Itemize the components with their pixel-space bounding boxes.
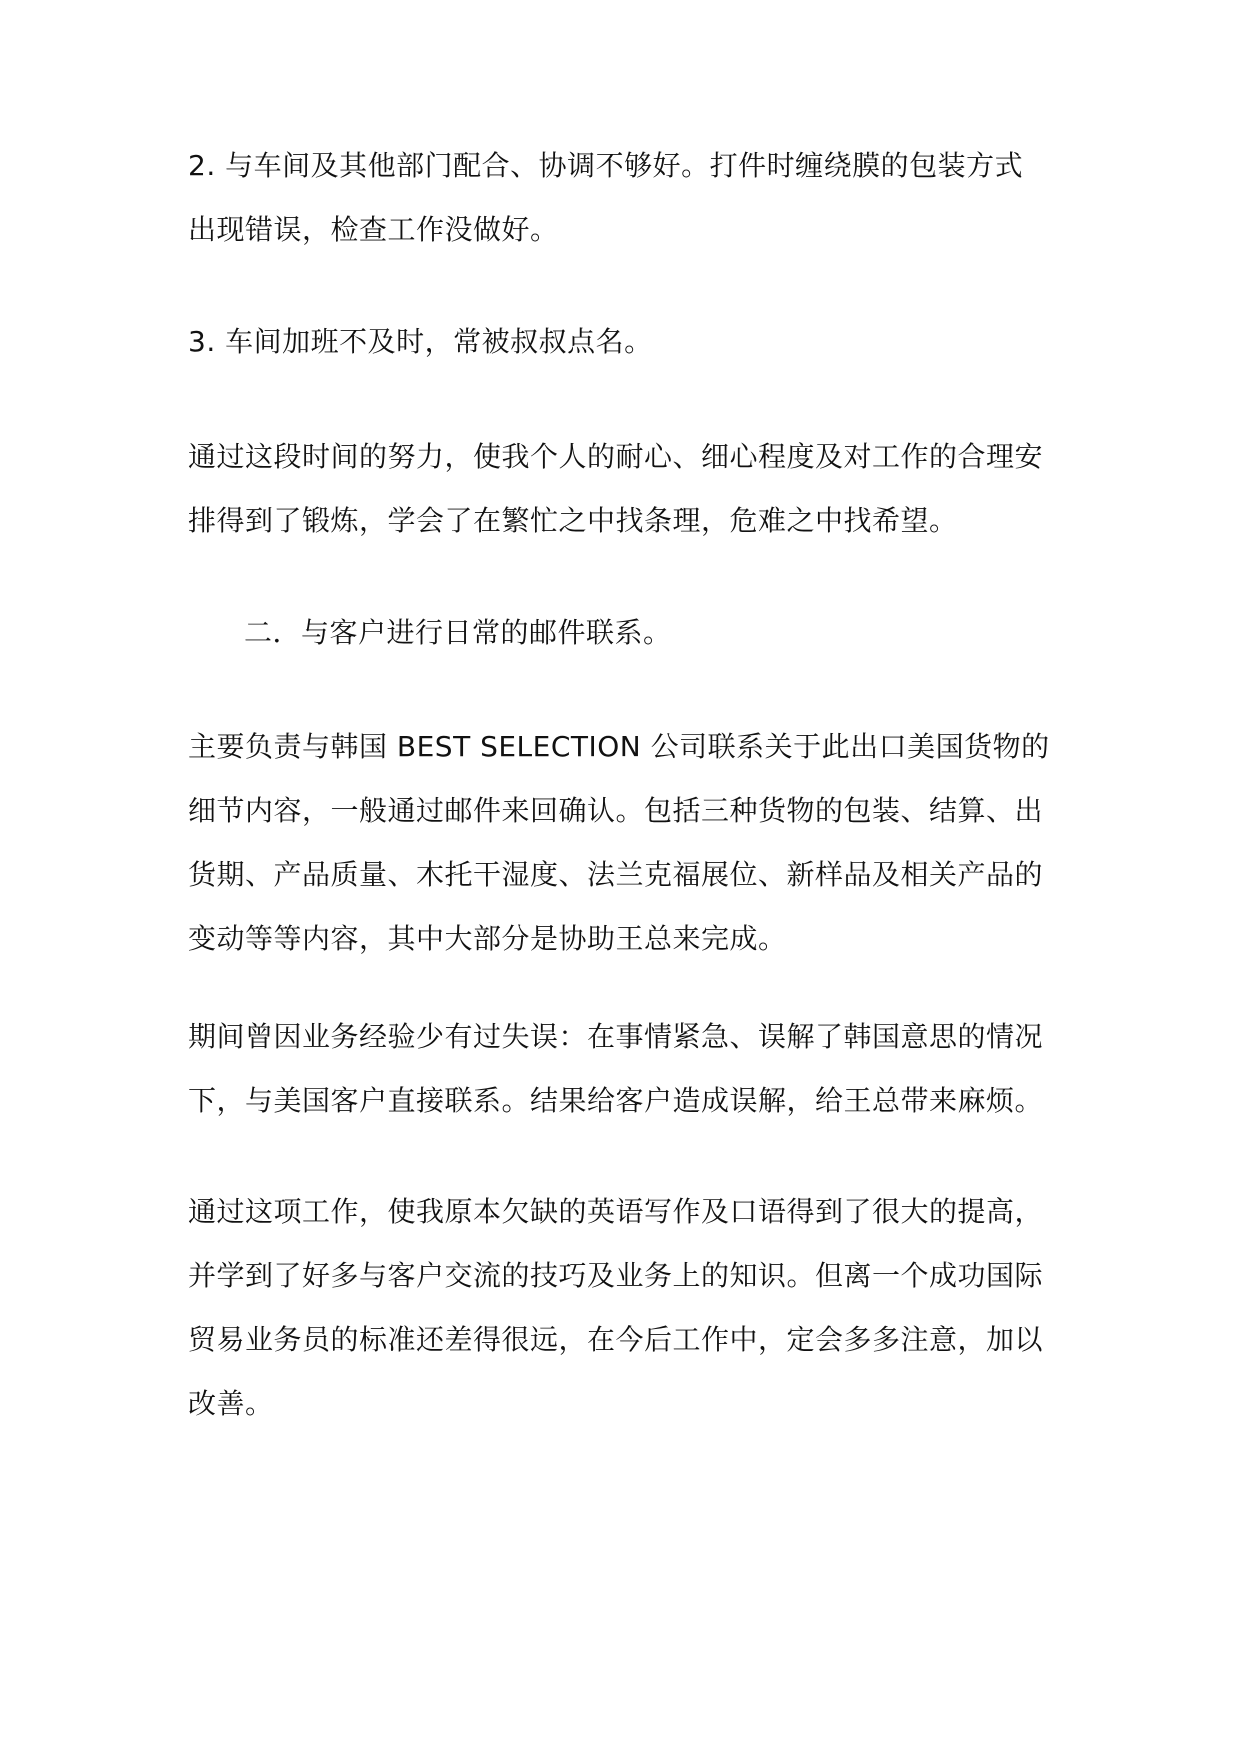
text-line: 下，与美国客户直接联系。结果给客户造成误解，给王总带来麻烦。 — [188, 1084, 1044, 1117]
text-line: 细节内容，一般通过邮件来回确认。包括三种货物的包装、结算、出 — [188, 794, 1044, 827]
paragraph-mistake — [188, 1005, 1088, 1133]
text-line: 2. 与车间及其他部门配合、协调不够好。打件时缠绕膜的包装方式 — [188, 149, 1024, 182]
text-line: 出现错误，检查工作没做好。 — [188, 213, 559, 246]
paragraph-item-2 — [188, 134, 1088, 262]
text-line: 通过这段时间的努力，使我个人的耐心、细心程度及对工作的合理安 — [188, 440, 1044, 473]
text-line: 改善。 — [188, 1387, 274, 1420]
text-line: 货期、产品质量、木托干湿度、法兰克福展位、新样品及相关产品的 — [188, 858, 1044, 891]
heading-line: 二．与客户进行日常的邮件联系。 — [244, 616, 672, 649]
text-line: 贸易业务员的标准还差得很远，在今后工作中，定会多多注意，加以 — [188, 1323, 1044, 1356]
text-line: 通过这项工作，使我原本欠缺的英语写作及口语得到了很大的提高， — [188, 1195, 1044, 1228]
text-line: 并学到了好多与客户交流的技巧及业务上的知识。但离一个成功国际 — [188, 1259, 1044, 1292]
paragraph-summary-1 — [188, 425, 1088, 553]
text-line: 主要负责与韩国 BEST SELECTION 公司联系关于此出口美国货物的 — [188, 730, 1050, 763]
text-line: 变动等等内容，其中大部分是协助王总来完成。 — [188, 922, 787, 955]
paragraph-item-3 — [188, 310, 1088, 374]
text-line: 排得到了锻炼，学会了在繁忙之中找条理，危难之中找希望。 — [188, 504, 958, 537]
section-heading — [244, 601, 1144, 665]
paragraph-email-duties — [188, 715, 1088, 971]
text-line: 3. 车间加班不及时，常被叔叔点名。 — [188, 325, 653, 358]
paragraph-summary-2 — [188, 1180, 1088, 1436]
text-line: 期间曾因业务经验少有过失误：在事情紧急、误解了韩国意思的情况 — [188, 1020, 1044, 1053]
